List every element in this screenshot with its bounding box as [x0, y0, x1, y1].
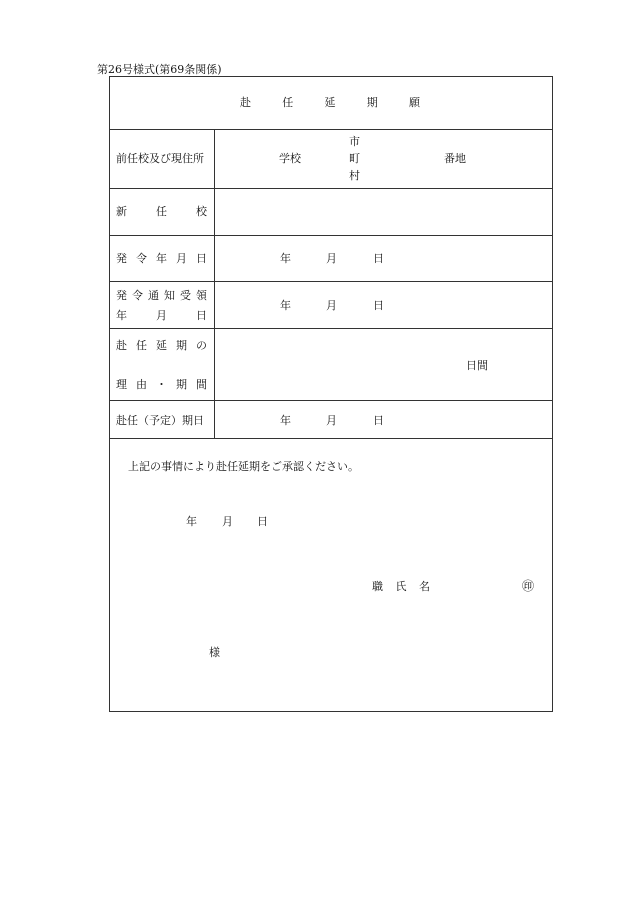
scheduled-date-label: 赴任（予定）期日 — [116, 414, 204, 427]
postpone-days-suffix: 日間 — [466, 359, 488, 372]
form-title: 赴 任 延 期 願 — [240, 96, 420, 109]
row-divider — [109, 188, 553, 189]
signature-label: 職 氏 名 — [372, 580, 430, 593]
address-number-suffix: 番地 — [444, 152, 466, 165]
row-divider — [109, 281, 553, 282]
postpone-reason-label-line1: 赴 任 延 期 の — [116, 339, 207, 352]
appointment-year: 年 — [280, 252, 291, 265]
form-number: 第26号様式(第69条関係) — [97, 63, 222, 76]
row-divider — [109, 400, 553, 401]
request-month: 月 — [222, 515, 233, 528]
row-divider — [109, 328, 553, 329]
request-text: 上記の事情により赴任延期をご承認ください。 — [128, 460, 359, 473]
postpone-reason-label-line2: 理 由 ・ 期 間 — [116, 378, 207, 391]
notice-received-label-line1: 発 令 通 知 受 領 — [116, 289, 207, 302]
town-suffix: 町 — [349, 152, 360, 165]
column-divider — [214, 129, 215, 438]
school-suffix: 学校 — [279, 152, 301, 165]
appointment-month: 月 — [326, 252, 337, 265]
village-suffix: 村 — [349, 169, 360, 182]
scheduled-day: 日 — [373, 414, 384, 427]
new-school-label: 新 任 校 — [116, 205, 207, 218]
request-day: 日 — [257, 515, 268, 528]
notice-month: 月 — [326, 299, 337, 312]
notice-year: 年 — [280, 299, 291, 312]
form-frame — [109, 76, 553, 712]
scheduled-month: 月 — [326, 414, 337, 427]
row-divider — [109, 438, 553, 439]
previous-school-label: 前任校及び現住所 — [116, 152, 204, 165]
notice-received-label-line2: 年 月 日 — [116, 309, 207, 322]
request-year: 年 — [186, 515, 197, 528]
row-divider — [109, 129, 553, 130]
appointment-day: 日 — [373, 252, 384, 265]
scheduled-year: 年 — [280, 414, 291, 427]
notice-day: 日 — [373, 299, 384, 312]
appointment-date-label: 発 令 年 月 日 — [116, 252, 207, 265]
row-divider — [109, 235, 553, 236]
addressee-suffix: 様 — [209, 646, 220, 659]
city-suffix: 市 — [349, 135, 360, 148]
seal-icon: ㊞ — [522, 579, 535, 593]
